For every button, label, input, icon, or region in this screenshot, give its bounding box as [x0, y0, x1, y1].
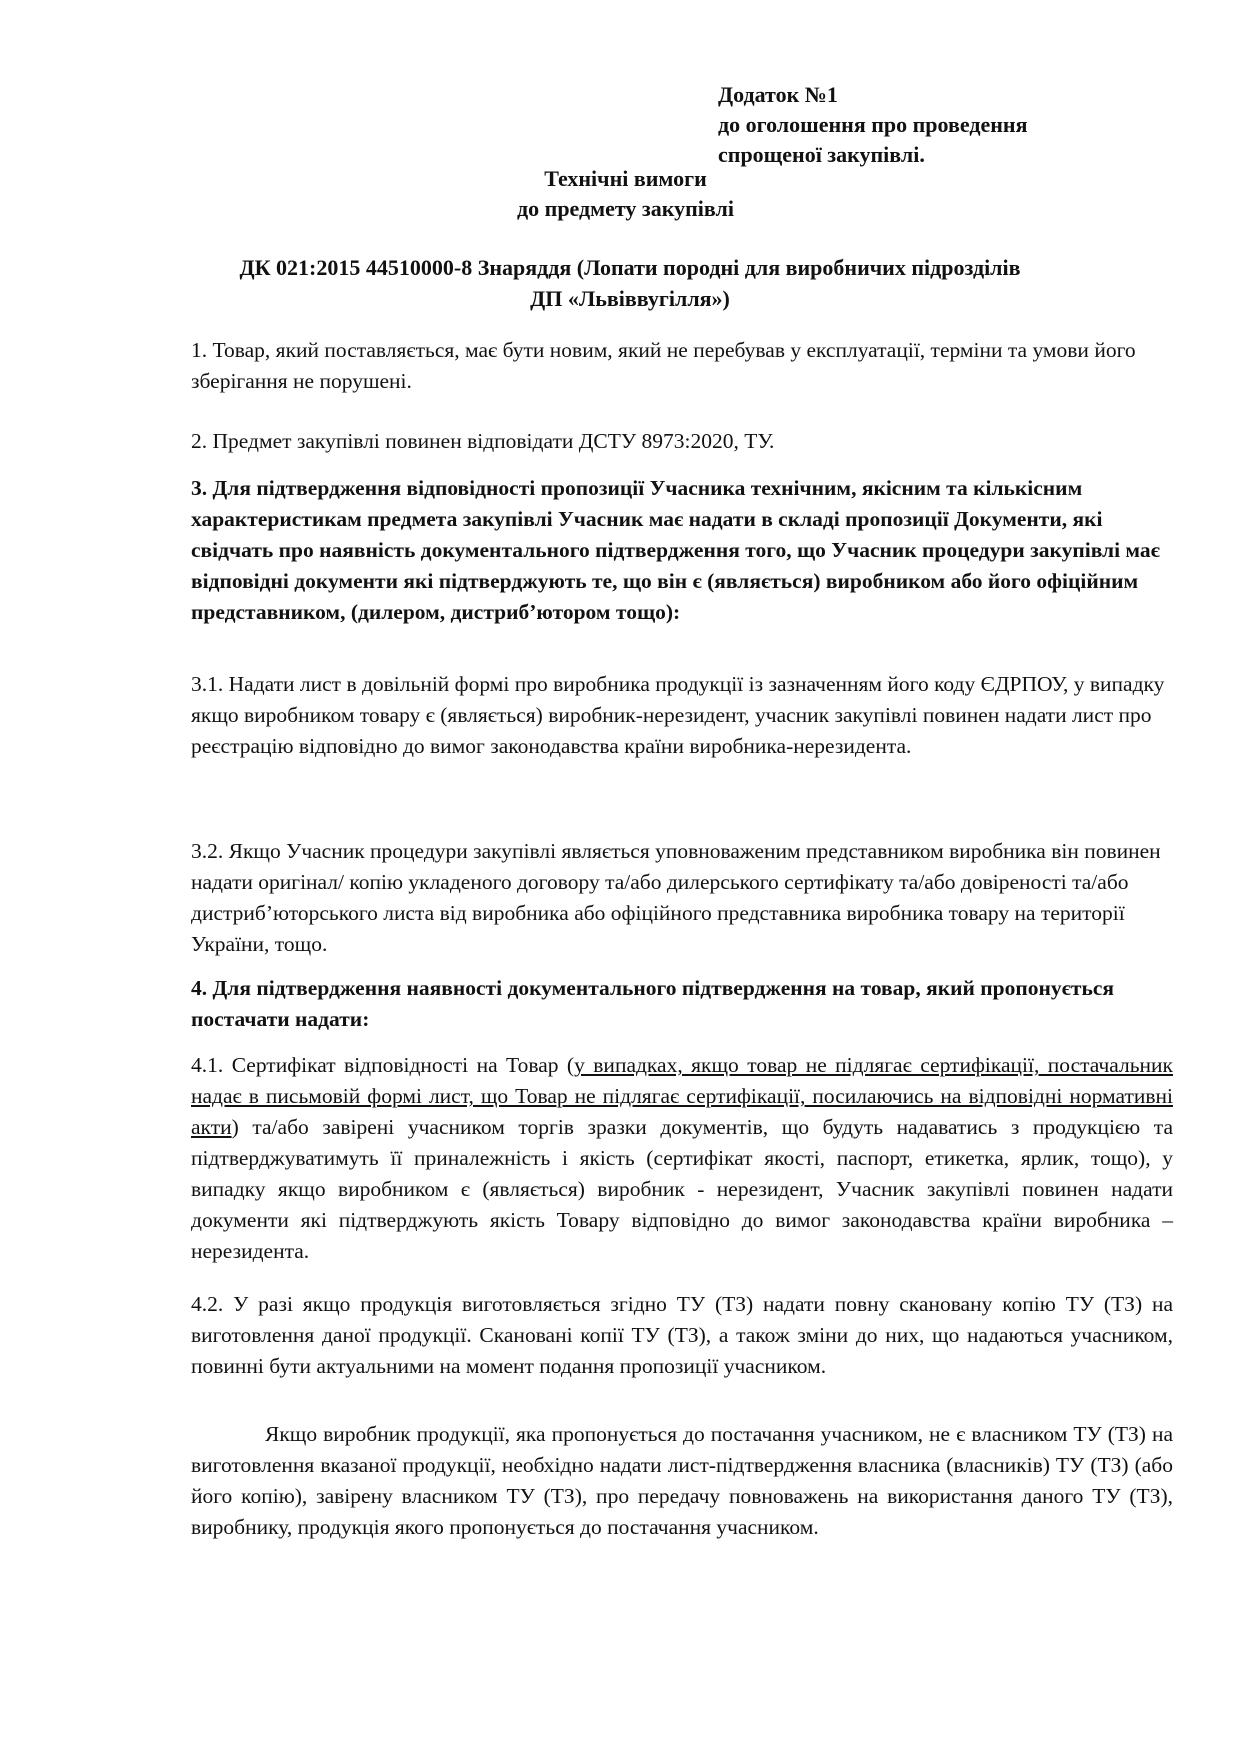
paragraph-4-1-start: 4.1. Сертифікат відповідності на Товар (	[191, 1053, 575, 1077]
paragraph-1: 1. Товар, який поставляється, має бути новим, який не перебував у експлуатації, терміни та умови його зберігання не порушені.	[191, 338, 1136, 393]
paragraph-2: 2. Предмет закупівлі повинен відповідати ДСТУ 8973:2020, ТУ.	[191, 429, 775, 453]
paragraph-4-2: 4.2. У разі якщо продукція виготовляється згідно ТУ (ТЗ) надати повну скановану копію ТУ (ТЗ) на виготовлення даної продукції. Скановані копії ТУ (ТЗ), а також зміни до них, що надаються учасником, повинні бути актуальними на момент подання пропозиції учасником.	[191, 1292, 1173, 1378]
procurement-subject	[160, 252, 1100, 314]
document-title	[0, 164, 1241, 224]
annex-line-1: Додаток №1	[718, 82, 838, 107]
subject-line-1: ДК 021:2015 44510000-8 Знаряддя (Лопати породні для виробничих підрозділів	[239, 255, 1021, 280]
paragraph-4-1	[191, 1050, 1173, 1267]
paragraph-4: 4. Для підтвердження наявності документального підтвердження на товар, який пропонується постачати надати:	[191, 976, 1115, 1031]
title-line-1: Технічні вимоги	[544, 166, 707, 191]
annex-header	[718, 80, 1028, 170]
subject-line-2: ДП «Львіввугілля»)	[530, 286, 730, 311]
paragraph-3-1: 3.1. Надати лист в довільній формі про виробника продукції із зазначенням його коду ЄДРПОУ, у випадку якщо виробником товару є (являється) виробник-нерезидент, учасник закупівлі повинен надати лист про реєстрацію відповідно до вимог законодавства країни виробника-нерезидента.	[191, 672, 1165, 758]
paragraph-3-2: 3.2. Якщо Учасник процедури закупівлі являється уповноваженим представником виробника він повинен надати оригінал/ копію укладеного договору та/або дилерського сертифікату та/або довіреності та/або дистриб’юторського листа від виробника або офіційного представника виробника товару на території України, тощо.	[191, 839, 1161, 956]
paragraph-3: 3. Для підтвердження відповідності пропозиції Учасника технічним, якісним та кількісним характеристикам предмета закупівлі Учасник має надати в складі пропозиції Документи, які свідчать про наявність документального підтвердження того, що Учасник процедури закупівлі має відповідні документи які підтверджують те, що він є (являється) виробником або його офіційним представником, (дилером, дистриб’ютором тощо):	[191, 476, 1160, 624]
annex-line-2: до оголошення про проведення	[718, 112, 1028, 137]
annex-line-3: спрощеної закупівлі.	[718, 142, 925, 167]
paragraph-4-2-continued: Якщо виробник продукції, яка пропонується до постачання учасником, не є власником ТУ (ТЗ) на виготовлення вказаної продукції, необхідно надати лист-підтвердження власника (власників) ТУ (ТЗ) (або його копію), завірену власником ТУ (ТЗ), про передачу повноважень на використання даного ТУ (ТЗ), виробнику, продукція якого пропонується до постачання учасником.	[191, 1422, 1173, 1539]
paragraph-4-1-underlined: у випадках, якщо товар не підлягає сертифікації, постачальник надає в письмовій формі лист, що Товар не підлягає сертифікації, посилаючись на відповідні нормативні акти	[191, 1053, 1173, 1139]
paragraph-4-1-end: ) та/або завірені учасником торгів зразки документів, що будуть надаватись з продукцією та підтверджуватимуть її приналежність і якість (сертифікат якості, паспорт, етикетка, ярлик, тощо), у випадку якщо виробником є (являється) виробник - нерезидент, Учасник закупівлі повинен надати документи які підтверджують якість Товару відповідно до вимог законодавства країни виробника – нерезидента.	[191, 1115, 1173, 1263]
title-line-2: до предмету закупівлі	[517, 196, 734, 221]
